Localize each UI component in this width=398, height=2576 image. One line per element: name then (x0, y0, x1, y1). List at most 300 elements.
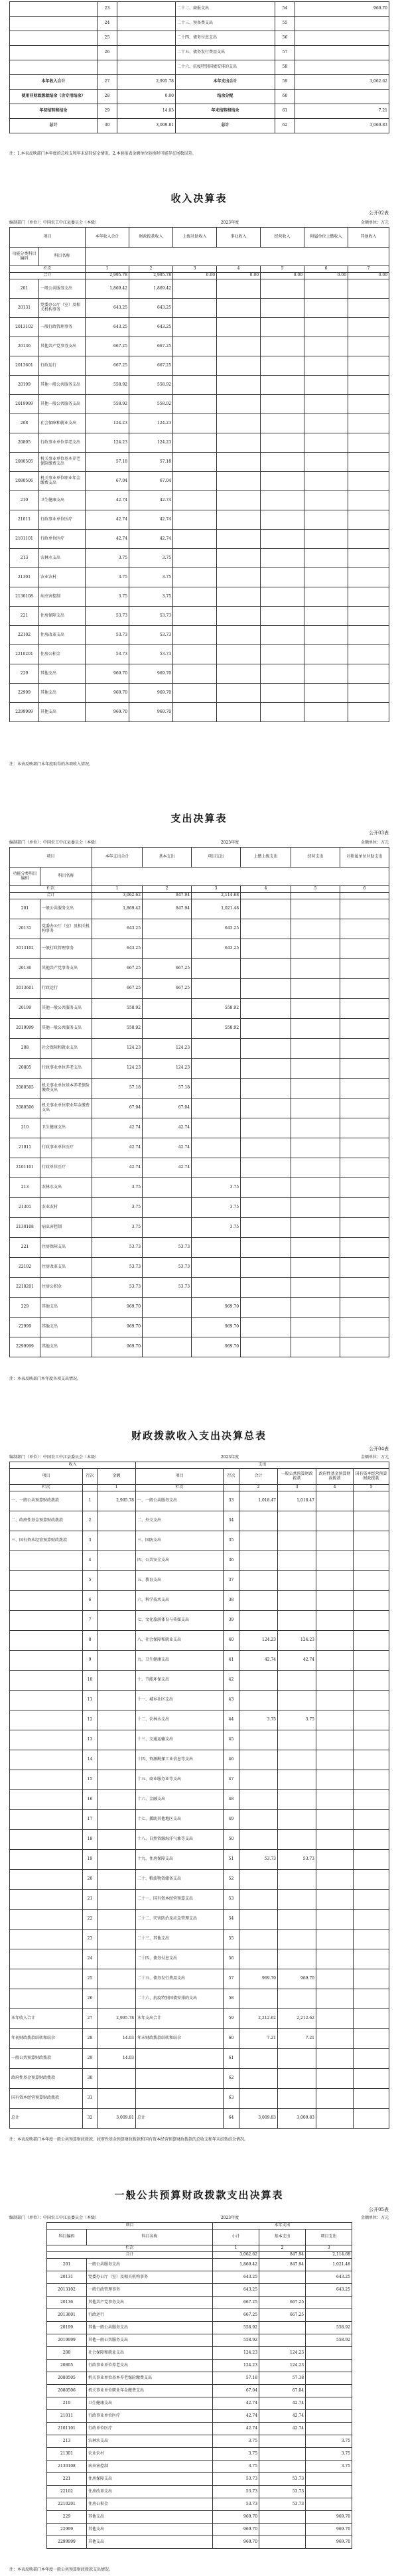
summary-row (10, 31, 389, 46)
general-sh-name: 科目名称 (87, 2230, 213, 2245)
income-value (304, 299, 348, 318)
fiscal-cell (316, 2109, 354, 2129)
expense-name: 一般公共服务支出 (40, 899, 92, 919)
income-value (348, 568, 389, 587)
summary-cell: 26 (98, 46, 117, 60)
income-name: 行政事业单位医疗 (39, 510, 86, 530)
fiscal-row (10, 2109, 389, 2129)
income-value (217, 472, 261, 491)
income-value (304, 568, 348, 587)
income-value (261, 510, 304, 530)
income-value (217, 453, 261, 472)
summary-cell: 25 (98, 31, 117, 46)
income-name: 行政单位医疗 (39, 530, 86, 549)
fiscal-cell (10, 1551, 83, 1571)
income-value: 42.74 (86, 491, 129, 510)
expense-code: 229 (10, 1298, 40, 1318)
fiscal-cell (98, 1830, 136, 1850)
income-value: 124.23 (129, 414, 173, 433)
income-value: 42.74 (129, 510, 173, 530)
expense-value (340, 1099, 389, 1118)
fiscal-cell (239, 2049, 278, 2069)
income-h-item: 项目 (10, 228, 86, 248)
fiscal-cell (239, 1830, 278, 1850)
fiscal-cell: 51 (224, 1850, 239, 1870)
fiscal-row (10, 1850, 389, 1870)
general-value (306, 2297, 352, 2309)
expense-value: 3.75 (92, 1178, 143, 1198)
income-name: 机关事业单位基本养老保险缴费支出 (39, 453, 86, 472)
income-value (304, 433, 348, 453)
fiscal-cell: 二十、粮油物资储备支出 (136, 1870, 224, 1890)
fiscal-row (10, 1910, 389, 1930)
expense-value: 643.25 (92, 939, 143, 959)
fiscal-cell (354, 1730, 389, 1750)
fiscal-row (10, 1511, 389, 1531)
expense-value (241, 1218, 291, 1238)
general-value (259, 2536, 306, 2549)
fiscal-cell: 3,009.83 (278, 2109, 316, 2129)
fiscal-cell (278, 1949, 316, 1969)
fiscal-cell (354, 1651, 389, 1671)
summary-cell (117, 2, 176, 17)
fiscal-row (10, 2069, 389, 2089)
general-value (259, 2461, 306, 2473)
general-table (46, 2222, 352, 2549)
income-money-unit: 金额单位：万元 (360, 220, 389, 225)
fiscal-cell: 14 (83, 1750, 98, 1770)
expense-note: 注：本表反映部门本年度各项支出情况。 (9, 1377, 82, 1381)
income-value (348, 684, 389, 703)
income-row (10, 318, 389, 337)
expense-value: 969.70 (92, 1298, 143, 1318)
income-value (173, 318, 217, 337)
general-name: 行政事业单位养老支出 (87, 2360, 213, 2372)
fiscal-cell: 14.03 (98, 2049, 136, 2069)
fiscal-row (10, 1531, 389, 1551)
general-row (47, 2410, 352, 2423)
expense-value (192, 1278, 241, 1298)
general-code: 21011 (47, 2410, 87, 2423)
expense-name: 社会保障和就业支出 (40, 1039, 92, 1059)
expense-value: 643.25 (192, 919, 241, 939)
fiscal-cell: 十九、住房保障支出 (136, 1850, 224, 1870)
fiscal-cell: 五、教育支出 (136, 1571, 224, 1591)
fiscal-cell: 11 (83, 1691, 98, 1710)
fiscal-cell (354, 1770, 389, 1790)
fiscal-cell: 47 (224, 1770, 239, 1790)
fiscal-cell (98, 1930, 136, 1949)
expense-value (241, 1079, 291, 1099)
general-name: 其他共产党事务支出 (87, 2297, 213, 2309)
expense-value: 667.25 (92, 959, 143, 979)
expense-value: 67.04 (143, 1099, 192, 1118)
fiscal-cell: 15 (83, 1770, 98, 1790)
income-value (217, 318, 261, 337)
expense-value (340, 939, 389, 959)
expense-value (291, 1218, 340, 1238)
fiscal-cell (278, 1930, 316, 1949)
expense-value (291, 1059, 340, 1079)
fiscal-cell: 十一、城乡社区支出 (136, 1691, 224, 1710)
fiscal-cell (354, 1611, 389, 1631)
expense-unit: 公开03表 (369, 830, 389, 836)
fiscal-cell (239, 1531, 278, 1551)
expense-value: 42.74 (143, 1118, 192, 1138)
fiscal-cell (316, 1691, 354, 1710)
fiscal-cell (98, 1511, 136, 1531)
general-value (259, 2271, 306, 2284)
fiscal-cell: 969.70 (278, 1969, 316, 1989)
fiscal-cell (98, 1691, 136, 1710)
income-value (304, 684, 348, 703)
expense-code: 2130108 (10, 1218, 40, 1238)
fiscal-cell: 22 (83, 1910, 98, 1930)
income-value: 53.73 (86, 607, 129, 626)
fiscal-row (10, 1890, 389, 1910)
expense-value (241, 1238, 291, 1258)
fiscal-cell: 24 (83, 1949, 98, 1969)
general-value: 3.75 (213, 2461, 259, 2473)
fiscal-cell (239, 1730, 278, 1750)
expense-value: 57.18 (92, 1079, 143, 1099)
income-value (217, 684, 261, 703)
general-value: 57.18 (259, 2372, 306, 2385)
income-value: 667.25 (129, 356, 173, 376)
fiscal-cell: 本年收入合计 (10, 2009, 83, 2029)
fiscal-cell (98, 1770, 136, 1790)
general-row (47, 2511, 352, 2524)
income-code: 2080506 (10, 472, 39, 491)
fiscal-cell (278, 1611, 316, 1631)
fiscal-row (10, 1710, 389, 1730)
expense-name: 其他支出 (40, 1318, 92, 1337)
income-value: 124.23 (129, 433, 173, 453)
income-code: 2013601 (10, 356, 39, 376)
fiscal-income-header: 收入 (10, 1462, 136, 1469)
expense-value (291, 979, 340, 999)
general-name: 其他支出 (87, 2524, 213, 2536)
summary-cell (10, 46, 98, 60)
income-value: 667.25 (129, 337, 173, 356)
fiscal-cell (354, 2049, 389, 2069)
general-code: 21301 (47, 2448, 87, 2461)
fiscal-cell (239, 1671, 278, 1691)
summary-cell (98, 60, 117, 75)
income-row (10, 299, 389, 318)
expense-value (340, 899, 389, 919)
fiscal-cell (354, 2069, 389, 2089)
income-value (217, 491, 261, 510)
expense-row (10, 1039, 389, 1059)
expense-name: 其他支出 (40, 1298, 92, 1318)
fiscal-cell (316, 1631, 354, 1651)
expense-total-1: 3,062.62 (92, 893, 143, 899)
fiscal-meta (9, 1454, 389, 1460)
general-value: 643.25 (306, 2271, 352, 2284)
general-name: 住房公积金 (87, 2498, 213, 2511)
summary-total-cell: 62 (275, 119, 295, 133)
income-value (304, 318, 348, 337)
fiscal-cell (316, 1910, 354, 1930)
fiscal-cell: 3.75 (239, 1710, 278, 1730)
general-unit: 公开05表 (369, 2207, 389, 2212)
income-value: 53.73 (129, 607, 173, 626)
fiscal-cell (354, 1870, 389, 1890)
fiscal-cell (239, 2089, 278, 2109)
general-row (47, 2473, 352, 2486)
income-row (10, 645, 389, 664)
income-value: 558.92 (129, 395, 173, 414)
income-name: 其他一般公共服务支出 (39, 395, 86, 414)
income-name: 农林水支出 (39, 549, 86, 568)
fiscal-cell: 十八、自然资源海洋气象等支出 (136, 1830, 224, 1850)
income-sh-code: 功能分类科目编码 (10, 248, 39, 266)
general-year: 2023年度 (220, 2216, 239, 2220)
fiscal-cell (10, 1930, 83, 1949)
income-code: 229 (10, 664, 39, 684)
expense-row (10, 959, 389, 979)
general-value: 124.23 (213, 2360, 259, 2372)
fiscal-cell (316, 1531, 354, 1551)
fiscal-h-general: 一般公共预算财政拨款 (278, 1469, 316, 1485)
general-meta (9, 2214, 389, 2220)
summary-cell (295, 60, 389, 75)
expense-value (241, 1019, 291, 1039)
expense-value (192, 1099, 241, 1118)
general-value: 643.25 (213, 2284, 259, 2297)
expense-code: 20199 (10, 999, 40, 1019)
general-code: 20199 (47, 2322, 87, 2334)
expense-value (340, 1039, 389, 1059)
income-row (10, 433, 389, 453)
expense-h-operate: 经营支出 (291, 848, 340, 868)
income-value: 643.25 (86, 318, 129, 337)
expense-code: 21301 (10, 1198, 40, 1218)
expense-value (192, 1118, 241, 1138)
income-value (304, 337, 348, 356)
income-h-fiscal: 财政拨款收入 (129, 228, 173, 248)
fiscal-cell (10, 1890, 83, 1910)
income-value: 3.75 (86, 587, 129, 607)
expense-value (340, 959, 389, 979)
fiscal-row (10, 1551, 389, 1571)
fiscal-cell (316, 1810, 354, 1830)
expense-value: 53.73 (143, 1258, 192, 1278)
general-value (306, 2397, 352, 2410)
fiscal-cell: 二十三、其他支出 (136, 1930, 224, 1949)
general-value: 643.25 (306, 2284, 352, 2297)
income-value: 124.23 (86, 414, 129, 433)
fiscal-money-unit: 金额单位：万元 (360, 1455, 389, 1460)
fiscal-cell (10, 1651, 83, 1671)
fiscal-cell (354, 1491, 389, 1511)
general-row (47, 2385, 352, 2397)
income-row (10, 395, 389, 414)
income-value: 643.25 (129, 299, 173, 318)
general-value: 57.18 (213, 2372, 259, 2385)
summary-cell: 55 (275, 17, 295, 31)
income-value (304, 279, 348, 299)
fiscal-row (10, 2049, 389, 2069)
fiscal-cell (316, 1730, 354, 1750)
fiscal-cell: 13 (83, 1730, 98, 1750)
fiscal-cell (239, 1949, 278, 1969)
expense-name: 机关事业单位职业年金缴费支出 (40, 1099, 92, 1118)
expense-name: 农林水支出 (40, 1178, 92, 1198)
general-total-1: 3,062.62 (213, 2252, 259, 2259)
fiscal-cell: 45 (224, 1730, 239, 1750)
expense-idx-2: 2 (143, 886, 192, 893)
income-value (348, 472, 389, 491)
expense-row (10, 1118, 389, 1138)
expense-value (340, 1258, 389, 1278)
income-value (304, 530, 348, 549)
general-value (259, 2435, 306, 2448)
income-value (173, 645, 217, 664)
expense-value: 969.70 (92, 1318, 143, 1337)
fiscal-cell (278, 2049, 316, 2069)
income-value (173, 684, 217, 703)
income-unit: 公开02表 (369, 210, 389, 216)
income-idx-3: 3 (173, 266, 217, 273)
income-value (348, 376, 389, 395)
expense-value (192, 1258, 241, 1278)
fiscal-cell (354, 1710, 389, 1730)
general-sh-basic: 基本支出 (259, 2230, 306, 2245)
fiscal-cell: 48 (224, 1790, 239, 1810)
income-h-other: 其他收入 (348, 228, 389, 248)
expense-value (192, 959, 241, 979)
expense-name: 农业农村 (40, 1198, 92, 1218)
fiscal-cell (316, 2089, 354, 2109)
general-value: 969.70 (213, 2536, 259, 2549)
expense-value (291, 1138, 340, 1158)
summary-cell (295, 46, 389, 60)
income-value (261, 607, 304, 626)
income-value (304, 510, 348, 530)
income-value (173, 433, 217, 453)
income-name: 一般公共服务支出 (39, 279, 86, 299)
fiscal-cell (354, 2009, 389, 2029)
fiscal-idx-7: 4 (316, 1485, 354, 1491)
expense-idx-1: 1 (92, 886, 143, 893)
expense-value: 558.92 (92, 1019, 143, 1039)
fiscal-cell (278, 1910, 316, 1930)
summary-note: 注：1.本表反映部门本年度的总收支和年末结转结余情况。2.本套报表金额单位转换时可能存在尾数误差。 (9, 151, 196, 156)
general-name: 一般公共服务支出 (87, 2259, 213, 2271)
income-row (10, 376, 389, 395)
summary-total-cell: 29 (98, 104, 117, 119)
fiscal-cell: 二十四、债务付息支出 (136, 1949, 224, 1969)
general-code: 2130108 (47, 2461, 87, 2473)
income-name: 其他共产党事务支出 (39, 337, 86, 356)
income-value (261, 664, 304, 684)
fiscal-cell (98, 1870, 136, 1890)
income-value (261, 414, 304, 433)
fiscal-cell (354, 1949, 389, 1969)
fiscal-cell (239, 1770, 278, 1790)
income-value (304, 607, 348, 626)
expense-name: 其他支出 (40, 1337, 92, 1357)
general-code: 221 (47, 2473, 87, 2486)
expense-value (291, 1318, 340, 1337)
expense-value (241, 1138, 291, 1158)
fiscal-cell (278, 1790, 316, 1810)
income-value (217, 587, 261, 607)
expense-name: 住房改革支出 (40, 1258, 92, 1278)
fiscal-row (10, 1571, 389, 1591)
general-value: 53.73 (259, 2486, 306, 2498)
expense-idx-3: 3 (192, 886, 241, 893)
fiscal-cell (316, 1790, 354, 1810)
expense-value: 969.70 (192, 1337, 241, 1357)
fiscal-row (10, 1830, 389, 1850)
expense-value (192, 1138, 241, 1158)
income-value (173, 607, 217, 626)
expense-code: 208 (10, 1039, 40, 1059)
general-h-item: 项目 (47, 2223, 213, 2230)
expense-total-4 (241, 893, 291, 899)
fiscal-cell: 九、卫生健康支出 (136, 1651, 224, 1671)
general-value: 42.74 (213, 2410, 259, 2423)
income-total-5: 0.00 (261, 273, 304, 279)
expense-code: 21011 (10, 1138, 40, 1158)
fiscal-cell: 2 (83, 1511, 98, 1531)
expense-total-5 (291, 893, 340, 899)
income-value (348, 318, 389, 337)
fiscal-cell (278, 2089, 316, 2109)
expense-value (143, 1178, 192, 1198)
fiscal-h-item: 项目 (10, 1469, 83, 1485)
fiscal-cell (278, 1591, 316, 1611)
fiscal-cell (316, 1511, 354, 1531)
income-value (217, 414, 261, 433)
expense-value (291, 1238, 340, 1258)
fiscal-cell (354, 1790, 389, 1810)
income-code: 2101101 (10, 530, 39, 549)
fiscal-h-amount: 金额 (98, 1469, 136, 1485)
income-value: 643.25 (86, 299, 129, 318)
fiscal-cell: 二十一、国有资本经营预算支出 (136, 1890, 224, 1910)
summary-total-cell: 本年收入合计 (10, 75, 98, 90)
expense-row (10, 1178, 389, 1198)
general-row (47, 2284, 352, 2297)
expense-row (10, 1258, 389, 1278)
expense-row (10, 1238, 389, 1258)
fiscal-cell (98, 1531, 136, 1551)
general-row (47, 2372, 352, 2385)
general-row (47, 2347, 352, 2360)
general-code: 22102 (47, 2486, 87, 2498)
fiscal-row (10, 1750, 389, 1770)
fiscal-cell: 一、一般公共服务支出 (136, 1491, 224, 1511)
general-idx-1: 1 (213, 2245, 259, 2252)
fiscal-cell: 35 (224, 1531, 239, 1551)
fiscal-cell (316, 1949, 354, 1969)
fiscal-cell (10, 1750, 83, 1770)
fiscal-cell: 5 (83, 1571, 98, 1591)
fiscal-row (10, 1730, 389, 1750)
expense-total-3: 2,114.68 (192, 893, 241, 899)
fiscal-cell (239, 1571, 278, 1591)
expense-name: 病虫害控制 (40, 1218, 92, 1238)
expense-value (241, 1178, 291, 1198)
general-name: 社会保障和就业支出 (87, 2347, 213, 2360)
fiscal-title: 财政拨款收入支出决算总表 (131, 1430, 267, 1442)
fiscal-cell: 二十五、债务发行费用支出 (136, 1969, 224, 1989)
income-code: 221 (10, 607, 39, 626)
